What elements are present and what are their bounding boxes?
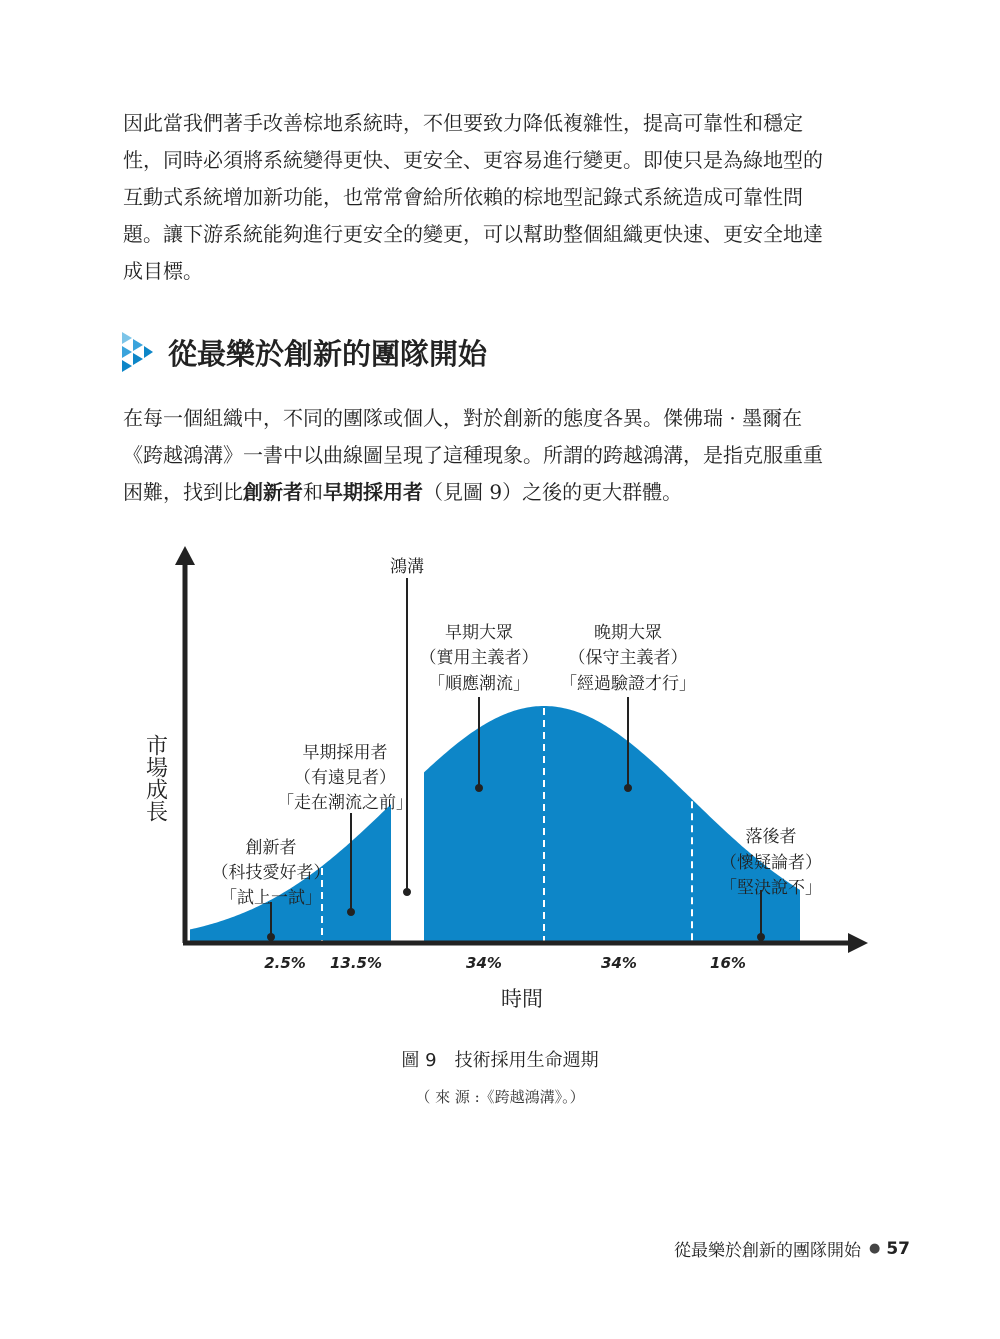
page-footer	[674, 1236, 910, 1261]
body-text: 困難，找到比	[123, 480, 243, 504]
bold-term-early-adopters: 早期採用者	[323, 480, 423, 504]
group-innovators-sub: （科技愛好者）	[211, 863, 331, 883]
y-axis-arrow	[175, 546, 195, 565]
intro-line: 互動式系統增加新功能，也常常會給所依賴的棕地型記錄式系統造成可靠性問	[123, 185, 803, 209]
group-early-majority-sub: （實用主義者）	[419, 648, 539, 668]
group-early-adopters-name: 早期採用者	[302, 743, 388, 763]
segment-label: 2.5%	[264, 954, 306, 972]
group-early-adopters-quote: 「走在潮流之前」	[277, 793, 413, 813]
group-early-adopters-sub: （有遠見者）	[294, 768, 396, 788]
body-line: 在每一個組織中，不同的團隊或個人，對於創新的態度各異。傑佛瑞 · 墨爾在	[123, 406, 803, 430]
intro-line: 性，同時必須將系統變得更快、更安全、更容易進行變更。即使只是為綠地型的	[123, 148, 823, 172]
body-text: （見圖 9）之後的更大群體。	[423, 480, 683, 504]
figure-title: 技術採用生命週期	[454, 1050, 599, 1071]
segment-label: 34%	[601, 954, 637, 972]
intro-paragraph	[123, 105, 868, 290]
group-laggards-sub: （懷疑論者）	[720, 853, 822, 873]
segment-label: 34%	[466, 954, 502, 972]
body-line	[123, 474, 868, 511]
triangles-icon	[120, 330, 154, 374]
bullet-icon: ●	[868, 1241, 881, 1256]
y-axis-title: 市場成長	[142, 734, 168, 822]
running-title: 從最樂於創新的團隊開始	[673, 1241, 861, 1261]
group-late-majority-sub: （保守主義者）	[568, 648, 688, 668]
group-late-majority-quote: 「經過驗證才行」	[560, 674, 696, 694]
group-early-majority-quote: 「順應潮流」	[428, 674, 530, 694]
x-axis-arrow	[848, 933, 868, 953]
adoption-chart	[0, 540, 1000, 1034]
group-innovators-name: 創新者	[245, 838, 297, 858]
page-number: 57	[886, 1238, 910, 1259]
figure-number: 圖 9	[401, 1050, 437, 1071]
intro-line: 成目標。	[123, 259, 203, 283]
body-text: 和	[303, 480, 323, 504]
intro-line: 題。讓下游系統能夠進行更安全的變更，可以幫助整個組織更快速、更安全地達	[123, 222, 823, 246]
chart-svg	[0, 540, 1000, 1030]
group-innovators-quote: 「試上一試」	[220, 888, 322, 908]
section-title: 從最樂於創新的團隊開始	[168, 336, 488, 371]
group-laggards-quote: 「堅決說不」	[720, 878, 822, 898]
chasm-pointer-dot	[403, 888, 411, 896]
chasm-label: 鴻溝	[390, 557, 424, 577]
section-heading	[120, 330, 487, 374]
intro-line: 因此當我們著手改善棕地系統時，不但要致力降低複雜性，提高可靠性和穩定	[123, 111, 803, 135]
segment-label: 16%	[710, 954, 746, 972]
x-axis-title: 時間	[501, 987, 543, 1011]
group-late-majority-name: 晚期大眾	[594, 623, 662, 643]
body-paragraph	[123, 400, 868, 511]
body-line: 《跨越鴻溝》一書中以曲線圖呈現了這種現象。所謂的跨越鴻溝，是指克服重重	[123, 443, 823, 467]
group-early-majority-name: 早期大眾	[445, 623, 513, 643]
figure-caption	[0, 1046, 1000, 1072]
segment-label: 13.5%	[329, 954, 383, 972]
group-laggards-name: 落後者	[745, 827, 797, 847]
bold-term-innovators: 創新者	[243, 480, 303, 504]
figure-source: （ 來 源 :《跨越鴻溝》。）	[415, 1088, 585, 1106]
